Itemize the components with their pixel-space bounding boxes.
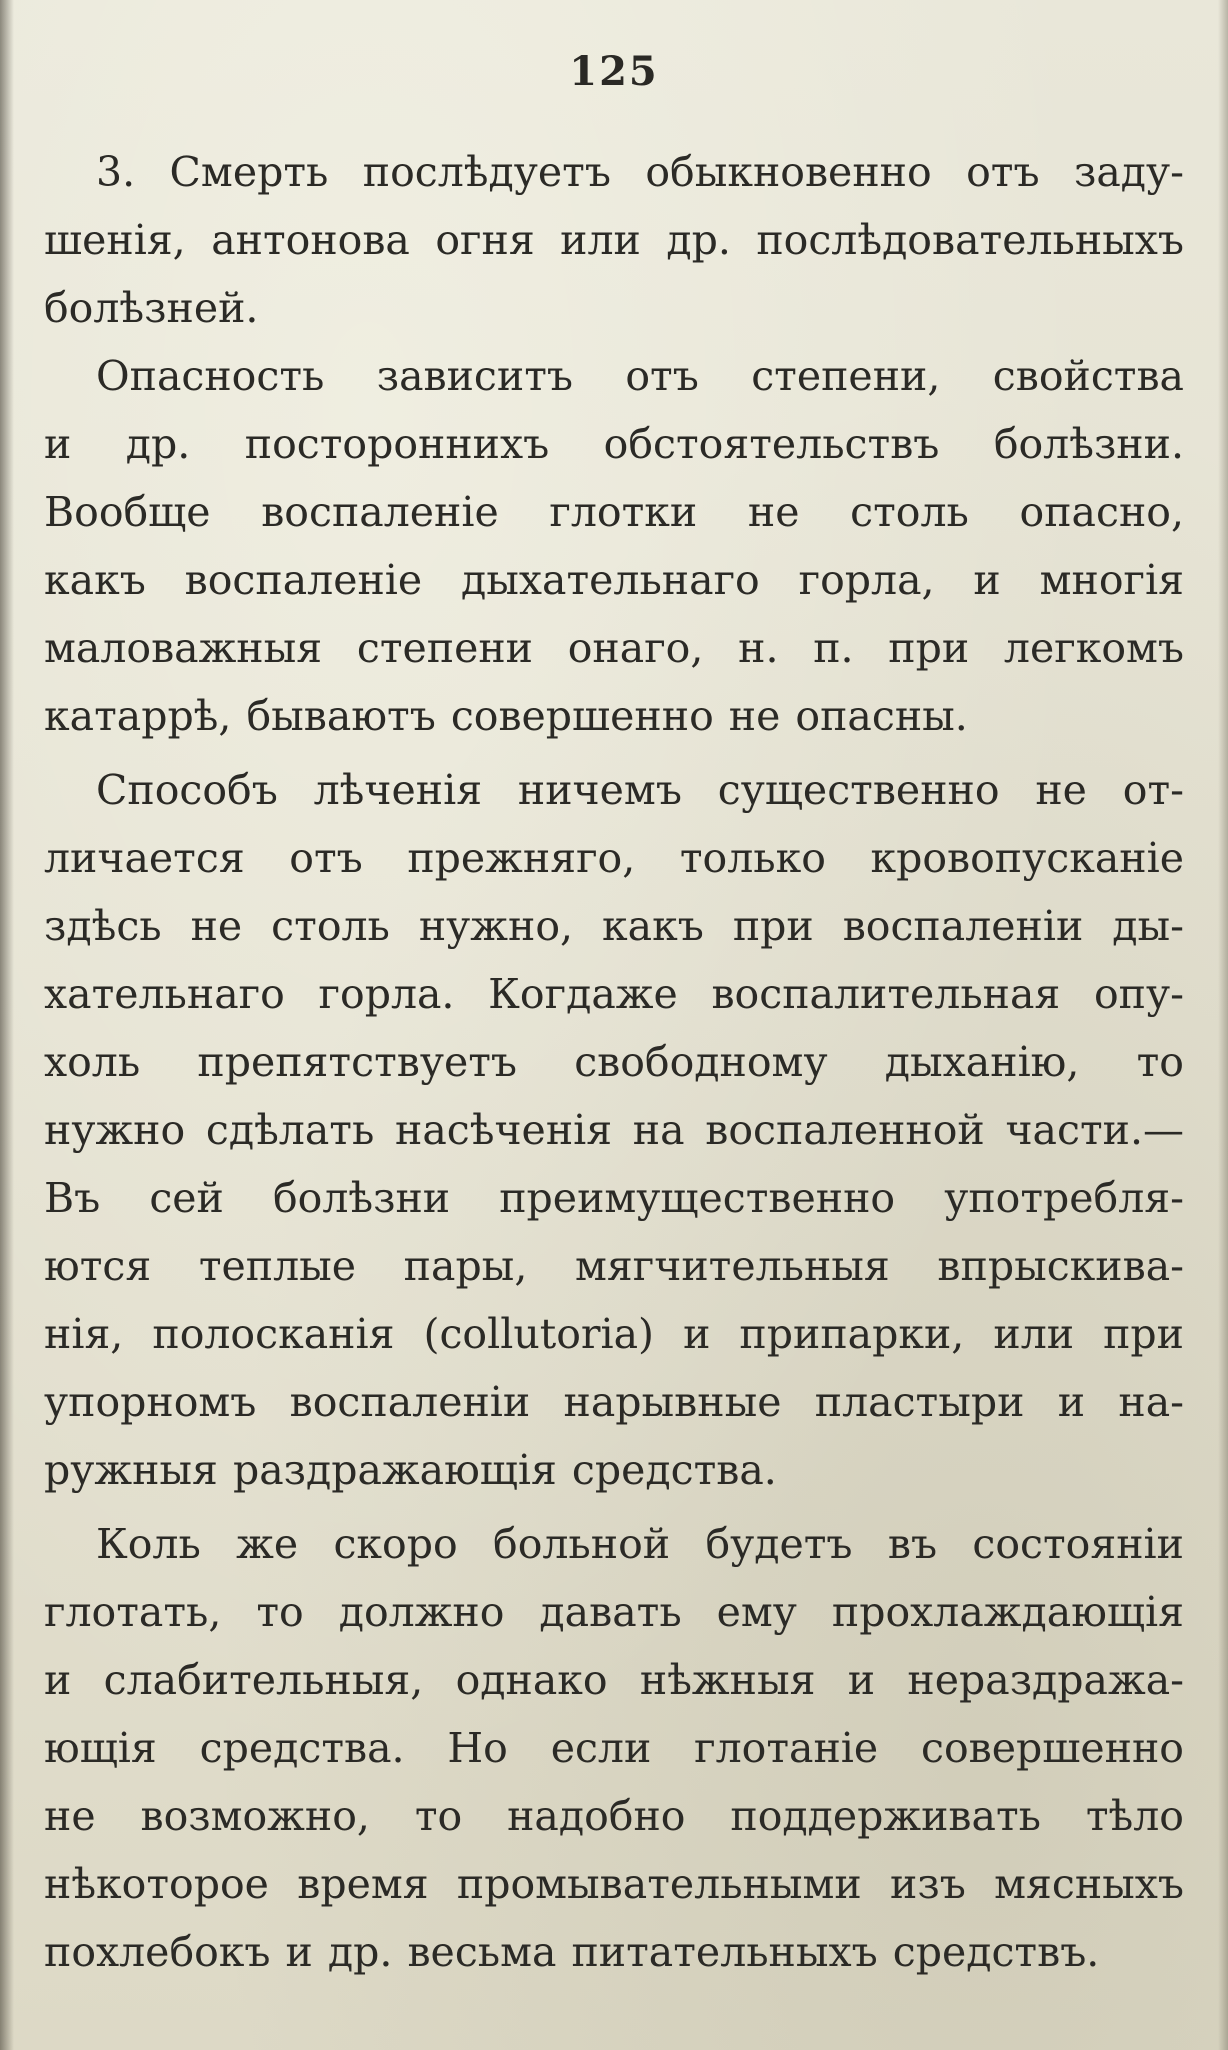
text-line: холь препятствуетъ свободному дыханію, то — [44, 1038, 1184, 1086]
text-line: хательнаго горла. Когдаже воспалительная опу- — [44, 970, 1184, 1018]
text-line: здѣсь не столь нужно, какъ при воспаленіи ды- — [44, 902, 1184, 950]
text-line: Вообще воспаленіе глотки не столь опасно, — [44, 488, 1184, 536]
text-line: нѣкоторое время промывательными изъ мясныхъ — [44, 1860, 1184, 1908]
page-number: 125 — [569, 48, 659, 95]
text-line: нужно сдѣлать насѣченія на воспаленной части.— — [44, 1106, 1184, 1154]
paragraph-3 — [44, 756, 1184, 1504]
paragraph-2 — [44, 342, 1184, 750]
text-line: похлебокъ и др. весьма питательныхъ средствъ. — [44, 1928, 1100, 1976]
text-line: глотать, то должно давать ему прохлаждающія — [44, 1588, 1184, 1636]
page-left-edge-shadow — [0, 0, 14, 2050]
text-line: ющія средства. Но если глотаніе совершенно — [44, 1724, 1184, 1772]
text-line: 3. Смерть послѣдуетъ обыкновенно отъ заду- — [96, 148, 1184, 196]
text-line: шенія, антонова огня или др. послѣдовательныхъ — [44, 216, 1184, 264]
text-line: личается отъ прежняго, только кровопусканіе — [44, 834, 1184, 882]
text-line: ружныя раздражающія средства. — [44, 1446, 777, 1494]
text-line: и др. постороннихъ обстоятельствъ болѣзни. — [44, 420, 1184, 468]
text-line: болѣзней. — [44, 284, 259, 332]
body-text — [44, 138, 1184, 1986]
paragraph-1 — [44, 138, 1184, 342]
text-line: ются теплые пары, мягчительныя впрыскива- — [44, 1242, 1184, 1290]
text-line: катаррѣ, бываютъ совершенно не опасны. — [44, 692, 968, 740]
paragraph-4 — [44, 1510, 1184, 1986]
text-line: маловажныя степени онаго, н. п. при легкомъ — [44, 624, 1184, 672]
text-line: какъ воспаленіе дыхательнаго горла, и многія — [44, 556, 1184, 604]
page-right-edge-shadow — [1218, 0, 1228, 2050]
text-line: Опасность зависитъ отъ степени, свойства — [96, 352, 1184, 400]
text-line: нія, полосканія (collutoria) и припарки, или при — [44, 1310, 1184, 1358]
text-line: Коль же скоро больной будетъ въ состояніи — [96, 1520, 1184, 1568]
text-line: Въ сей болѣзни преимущественно употребля- — [44, 1174, 1184, 1222]
text-line: Способъ лѣченія ничемъ существенно не от- — [96, 766, 1184, 814]
text-line: не возможно, то надобно поддерживать тѣло — [44, 1792, 1184, 1840]
text-line: и слабительныя, однако нѣжныя и нераздража- — [44, 1656, 1184, 1704]
text-line: упорномъ воспаленіи нарывные пластыри и на- — [44, 1378, 1184, 1426]
